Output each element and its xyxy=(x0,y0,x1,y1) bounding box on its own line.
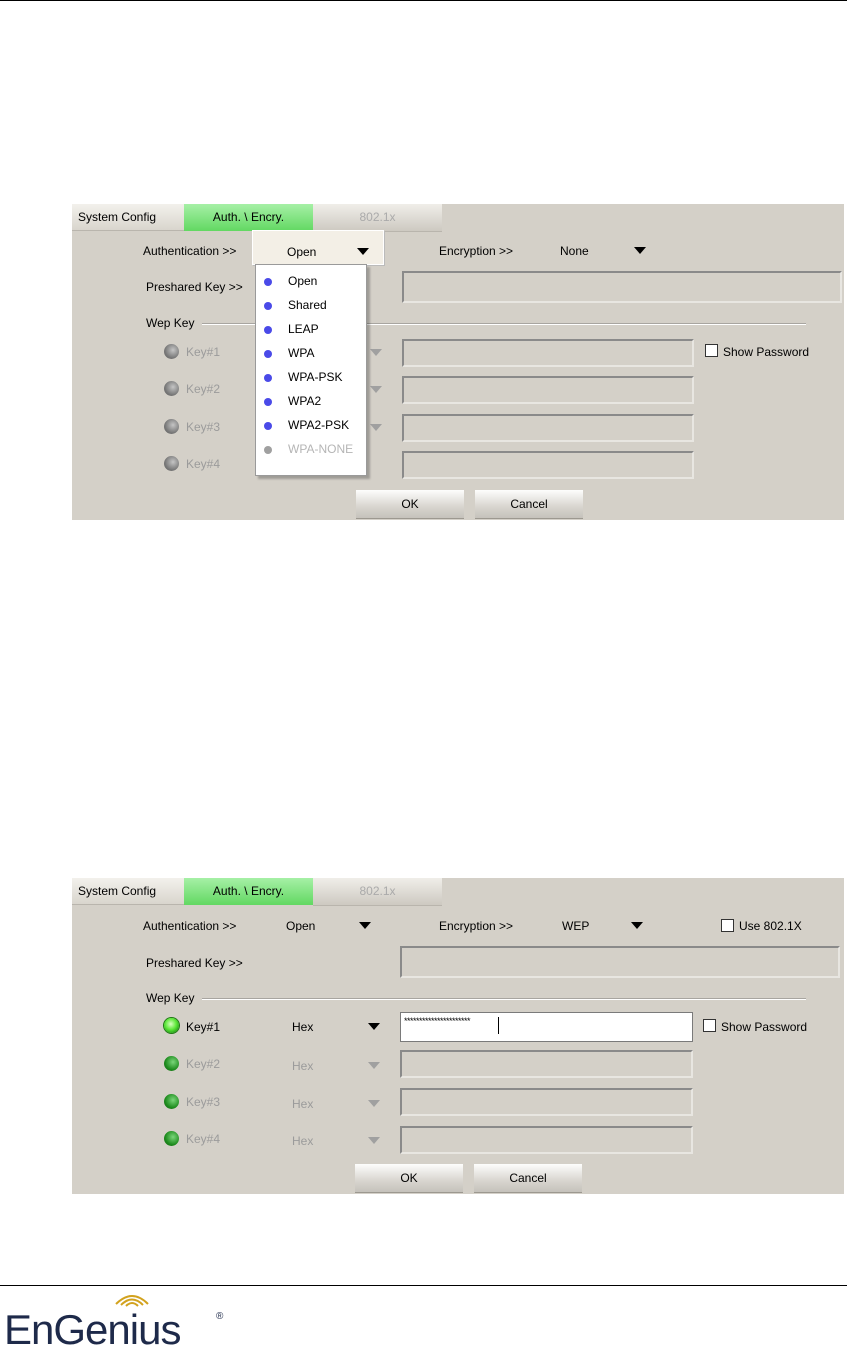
preshared-key-input[interactable] xyxy=(400,946,840,978)
wep-key-label: Wep Key xyxy=(146,991,195,1005)
key2-format-value[interactable]: Hex xyxy=(292,1059,314,1073)
tab-auth-encry[interactable]: Auth. \ Encry. xyxy=(184,878,313,905)
tab-bar xyxy=(72,878,844,906)
key1-radio[interactable] xyxy=(164,1018,179,1033)
config-panel-auth-dropdown xyxy=(72,204,844,520)
key1-label: Key#1 xyxy=(186,345,221,359)
key4-label: Key#4 xyxy=(186,1132,221,1146)
key2-input[interactable] xyxy=(400,1050,693,1078)
chevron-down-icon[interactable] xyxy=(631,922,643,929)
key4-input[interactable] xyxy=(402,451,694,479)
key4-radio[interactable] xyxy=(164,456,179,471)
key1-format-value[interactable]: Hex xyxy=(292,1020,314,1034)
tab-8021x[interactable]: 802.1x xyxy=(313,204,442,232)
dropdown-item-wpa2-psk[interactable]: WPA2-PSK xyxy=(256,413,366,437)
key1-radio[interactable] xyxy=(164,344,179,359)
bullet-icon xyxy=(264,446,272,454)
key4-label: Key#4 xyxy=(186,457,221,471)
key2-radio[interactable] xyxy=(164,381,179,396)
chevron-down-icon[interactable] xyxy=(370,424,382,431)
wifi-signal-icon xyxy=(112,1288,152,1308)
key1-input[interactable] xyxy=(402,339,694,367)
key4-input[interactable] xyxy=(400,1126,693,1154)
chevron-down-icon[interactable] xyxy=(634,247,646,254)
bullet-icon xyxy=(264,374,272,382)
key3-label: Key#3 xyxy=(186,1095,221,1109)
encryption-label: Encryption >> xyxy=(439,919,514,933)
authentication-value[interactable]: Open xyxy=(286,919,316,933)
key1-input[interactable] xyxy=(400,1012,693,1042)
bullet-icon xyxy=(264,422,272,430)
chevron-down-icon[interactable] xyxy=(368,1062,380,1069)
use-8021x-checkbox[interactable] xyxy=(721,919,734,932)
show-password-label: Show Password xyxy=(721,1020,808,1034)
ok-button[interactable]: OK xyxy=(356,490,464,519)
chevron-down-icon[interactable] xyxy=(368,1100,380,1107)
bullet-icon xyxy=(264,398,272,406)
dropdown-item-wpa[interactable]: WPA xyxy=(256,341,366,365)
bullet-icon xyxy=(264,350,272,358)
wep-key-label: Wep Key xyxy=(146,316,195,330)
dropdown-item-open[interactable]: Open xyxy=(256,269,366,293)
chevron-down-icon[interactable] xyxy=(370,386,382,393)
text-caret xyxy=(498,1017,499,1034)
key3-radio[interactable] xyxy=(164,1094,179,1109)
key3-format-value[interactable]: Hex xyxy=(292,1097,314,1111)
preshared-key-label: Preshared Key >> xyxy=(146,280,243,294)
key3-input[interactable] xyxy=(402,414,694,442)
footer-rule xyxy=(0,1285,847,1286)
tab-system-config[interactable]: System Config xyxy=(72,878,184,905)
show-password-checkbox[interactable] xyxy=(705,344,718,357)
dropdown-item-wpa-psk[interactable]: WPA-PSK xyxy=(256,365,366,389)
chevron-down-icon[interactable] xyxy=(357,248,369,255)
chevron-down-icon[interactable] xyxy=(359,922,371,929)
bullet-icon xyxy=(264,302,272,310)
encryption-value[interactable]: WEP xyxy=(562,919,590,933)
key3-input[interactable] xyxy=(400,1088,693,1116)
tab-auth-encry[interactable]: Auth. \ Encry. xyxy=(184,204,313,231)
authentication-label: Authentication >> xyxy=(143,244,237,258)
bullet-icon xyxy=(264,278,272,286)
config-panel-wep xyxy=(72,878,844,1194)
show-password-label: Show Password xyxy=(723,345,810,359)
dropdown-item-leap[interactable]: LEAP xyxy=(256,317,366,341)
key4-format-value[interactable]: Hex xyxy=(292,1134,314,1148)
chevron-down-icon[interactable] xyxy=(368,1137,380,1144)
key2-label: Key#2 xyxy=(186,1057,221,1071)
key1-label: Key#1 xyxy=(186,1020,221,1034)
bullet-icon xyxy=(264,326,272,334)
cancel-button[interactable]: Cancel xyxy=(475,490,583,519)
authentication-select[interactable] xyxy=(252,230,384,265)
dropdown-item-shared[interactable]: Shared xyxy=(256,293,366,317)
show-password-checkbox[interactable] xyxy=(703,1019,716,1032)
tab-8021x[interactable]: 802.1x xyxy=(313,878,442,906)
key1-masked-value: ********************** xyxy=(404,1016,471,1026)
dropdown-item-wpa2[interactable]: WPA2 xyxy=(256,389,366,413)
cancel-button[interactable]: Cancel xyxy=(474,1164,582,1193)
authentication-dropdown-list xyxy=(255,264,367,476)
encryption-label: Encryption >> xyxy=(439,244,514,258)
key2-label: Key#2 xyxy=(186,382,221,396)
key2-radio[interactable] xyxy=(164,1056,179,1071)
chevron-down-icon[interactable] xyxy=(370,349,382,356)
key2-input[interactable] xyxy=(402,376,694,404)
preshared-key-label: Preshared Key >> xyxy=(146,956,243,970)
authentication-label: Authentication >> xyxy=(143,919,237,933)
encryption-value[interactable]: None xyxy=(560,244,589,258)
tab-system-config[interactable]: System Config xyxy=(72,204,184,231)
registered-mark: ® xyxy=(216,1311,224,1322)
key3-label: Key#3 xyxy=(186,420,221,434)
engenius-logo: EnGenius xyxy=(4,1306,181,1353)
authentication-value: Open xyxy=(287,245,317,259)
top-rule xyxy=(0,0,847,1)
use-8021x-label: Use 802.1X xyxy=(739,919,802,933)
dropdown-item-wpa-none: WPA-NONE xyxy=(256,437,366,461)
wep-key-divider xyxy=(202,998,806,1000)
chevron-down-icon[interactable] xyxy=(368,1023,380,1030)
ok-button[interactable]: OK xyxy=(355,1164,463,1193)
tab-bar xyxy=(72,204,844,232)
key3-radio[interactable] xyxy=(164,419,179,434)
key4-radio[interactable] xyxy=(164,1131,179,1146)
preshared-key-input[interactable] xyxy=(402,271,842,303)
